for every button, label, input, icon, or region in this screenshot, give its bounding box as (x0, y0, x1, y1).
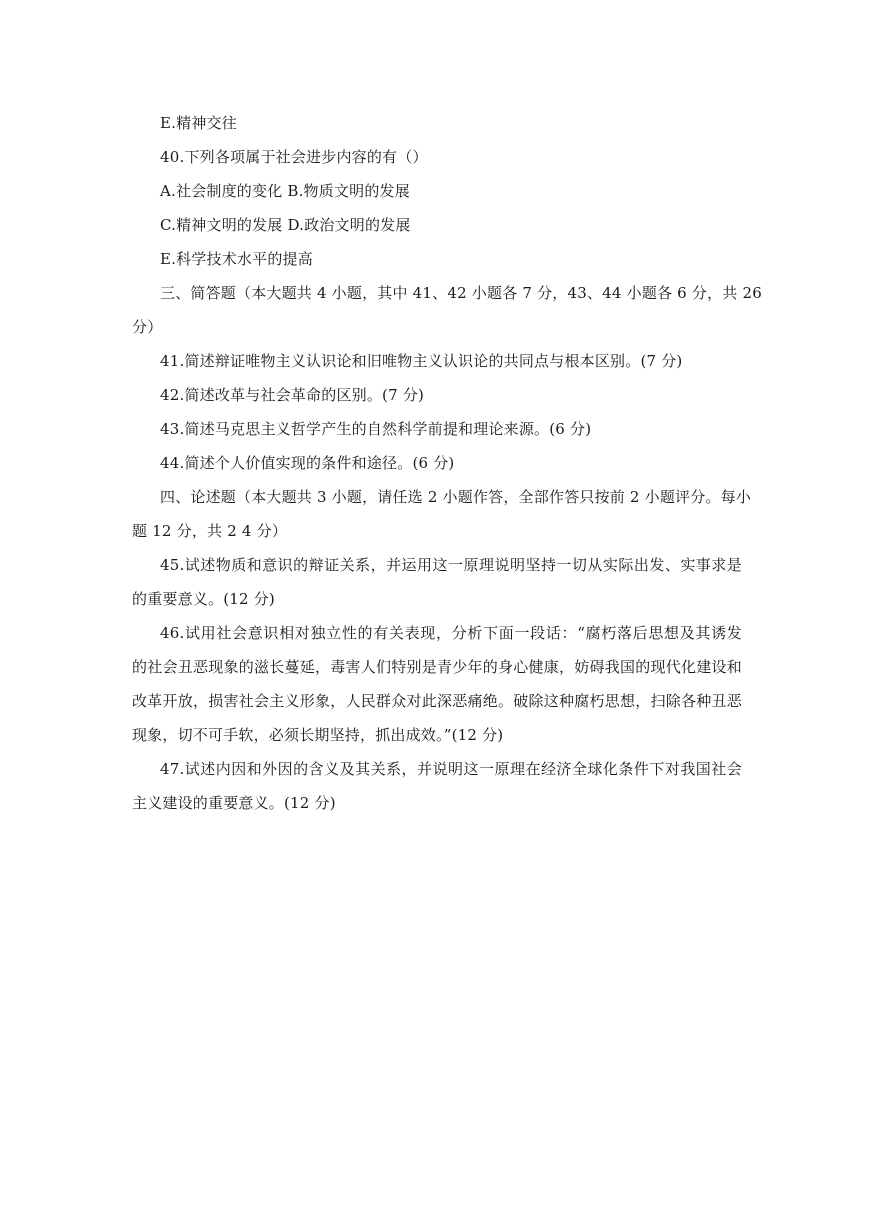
question-44: 44.简述个人价值实现的条件和途径。(6 分) (160, 454, 455, 472)
question-47-cont: 主义建设的重要意义。(12 分) (132, 794, 336, 812)
question-40-options-ab: A.社会制度的变化 B.物质文明的发展 (160, 182, 410, 200)
section-3-heading: 三、简答题（本大题共 4 小题，其中 41、42 小题各 7 分，43、44 小题各 6 分，共 26 (160, 284, 762, 302)
question-47: 47.试述内因和外因的含义及其关系，并说明这一原理在经济全球化条件下对我国社会 (160, 760, 742, 778)
question-46-cont-2: 改革开放，损害社会主义形象，人民群众对此深恶痛绝。破除这种腐朽思想，扫除各种丑恶 (132, 692, 742, 710)
question-40-option-e: E.科学技术水平的提高 (160, 250, 313, 268)
option-e-spiritual-exchange: E.精神交往 (160, 114, 237, 132)
section-3-heading-cont: 分） (132, 318, 163, 336)
question-46-cont-1: 的社会丑恶现象的滋长蔓延，毒害人们特别是青少年的身心健康，妨碍我国的现代化建设和 (132, 658, 742, 676)
question-40-options-cd: C.精神文明的发展 D.政治文明的发展 (160, 216, 411, 234)
question-41: 41.简述辩证唯物主义认识论和旧唯物主义认识论的共同点与根本区别。(7 分) (160, 352, 683, 370)
question-46: 46.试用社会意识相对独立性的有关表现，分析下面一段话：“腐朽落后思想及其诱发 (160, 624, 742, 642)
question-46-cont-3: 现象，切不可手软，必须长期坚持，抓出成效。”(12 分) (132, 726, 504, 744)
question-42: 42.简述改革与社会革命的区别。(7 分) (160, 386, 425, 404)
question-45: 45.试述物质和意识的辩证关系，并运用这一原理说明坚持一切从实际出发、实事求是 (160, 556, 742, 574)
question-40: 40.下列各项属于社会进步内容的有（） (160, 148, 428, 166)
section-4-heading-cont: 题 12 分，共 2 4 分） (132, 522, 288, 540)
question-45-cont: 的重要意义。(12 分) (132, 590, 275, 608)
question-43: 43.简述马克思主义哲学产生的自然科学前提和理论来源。(6 分) (160, 420, 592, 438)
section-4-heading: 四、论述题（本大题共 3 小题，请任选 2 小题作答，全部作答只按前 2 小题评分。每小 (160, 488, 752, 506)
